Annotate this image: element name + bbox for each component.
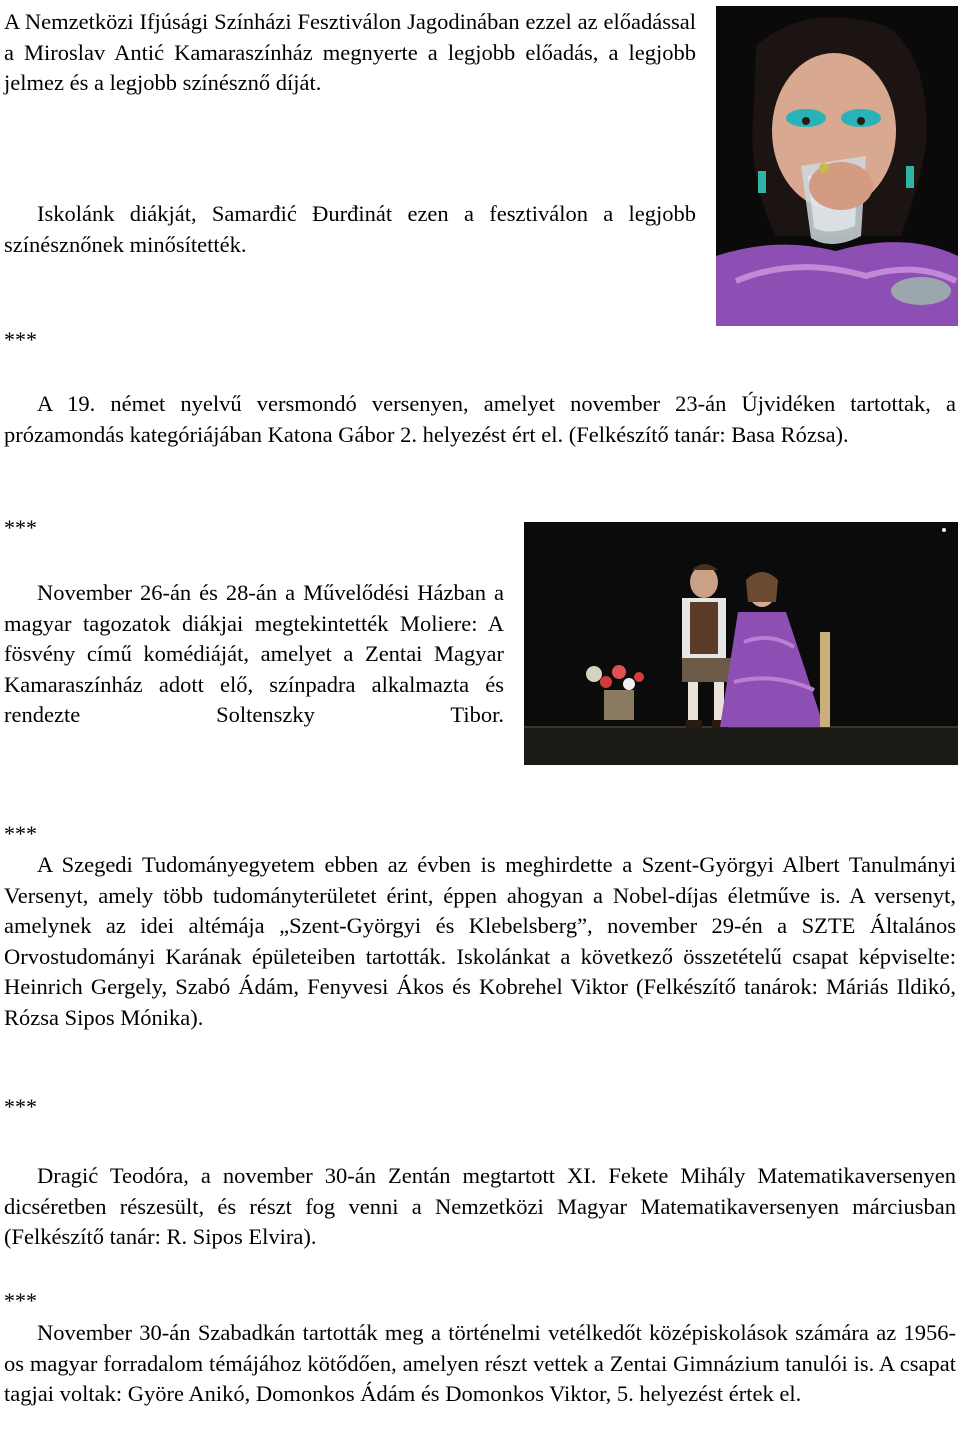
separator: ***	[4, 515, 37, 540]
actress-photo-drawing	[716, 6, 958, 326]
article-history-quiz: November 30-án Szabadkán tartották meg a történelmi vetélkedőt középiskolások számára az 1956-os magyar forradalom témájához kötődően, amelyen részt vettek a Zentai Gimnázium tanulói is. A csapat tagjai voltak: Györe Anikó, Domonkos Ádám és Domonkos Viktor, 5. helyezést értek el.	[4, 1320, 956, 1407]
separator: ***	[4, 327, 37, 352]
separator: ***	[4, 1094, 37, 1119]
article-german-recitation: A 19. német nyelvű versmondó versenyen, amelyet november 23-án Újvidéken tartottak, a prózamondás kategóriájában Katona Gábor 2. helyezést ért el. (Felkészítő tanár: Basa Rózsa).	[4, 391, 956, 447]
separator: ***	[4, 1288, 37, 1313]
separator: ***	[4, 821, 37, 846]
article-moliere-play: November 26-án és 28-án a Művelődési Házban a magyar tagozatok diákjai megtekintették Moliere: A fösvény című komédiáját, amelyet a Zentai Magyar Kamaraszínház adott elő, színpadra alkalmazta és rendezte Soltenszky Tibor.	[4, 580, 504, 728]
stage-scene-photo	[524, 522, 958, 765]
article-szent-gyorgyi-competition: A Szegedi Tudományegyetem ebben az évben is meghirdette a Szent-Györgyi Albert Tanulmányi Versenyt, amely több tudományterületet érint, éppen ahogyan a Nobel-díjas életműve is. A versenyt, amelynek az idei altémája „Szent-Györgyi és Klebelsberg”, november 29-én a SZTE Általános Orvostudományi Karának épületeiben tartották. Iskolánkat a következő összetételű csapat képviselte: Heinrich Gergely, Szabó Ádám, Fenyvesi Ákos és Kobrehel Viktor (Felkészítő tanárok: Máriás Ildikó, Rózsa Sipos Mónika).	[4, 852, 956, 1030]
article-math-competition: Dragić Teodóra, a november 30-án Zentán megtartott XI. Fekete Mihály Matematikaversenyen dicséretben részesült, és részt fog venni a Nemzetközi Magyar Matematikaversenyen márciusban (Felkészítő tanár: R. Sipos Elvira).	[4, 1163, 956, 1250]
article-best-actress: Iskolánk diákját, Samarđić Đurđinát ezen a fesztiválon a legjobb színésznőnek minősítették.	[4, 201, 696, 257]
article-jagodina-festival: A Nemzetközi Ifjúsági Színházi Fesztiválon Jagodinában ezzel az előadással a Miroslav Antić Kamaraszínház megnyerte a legjobb előadás, a legjobb jelmez és a legjobb színésznő díját.	[4, 9, 696, 96]
actress-photo	[716, 6, 958, 326]
stage-scene-drawing	[524, 522, 958, 765]
